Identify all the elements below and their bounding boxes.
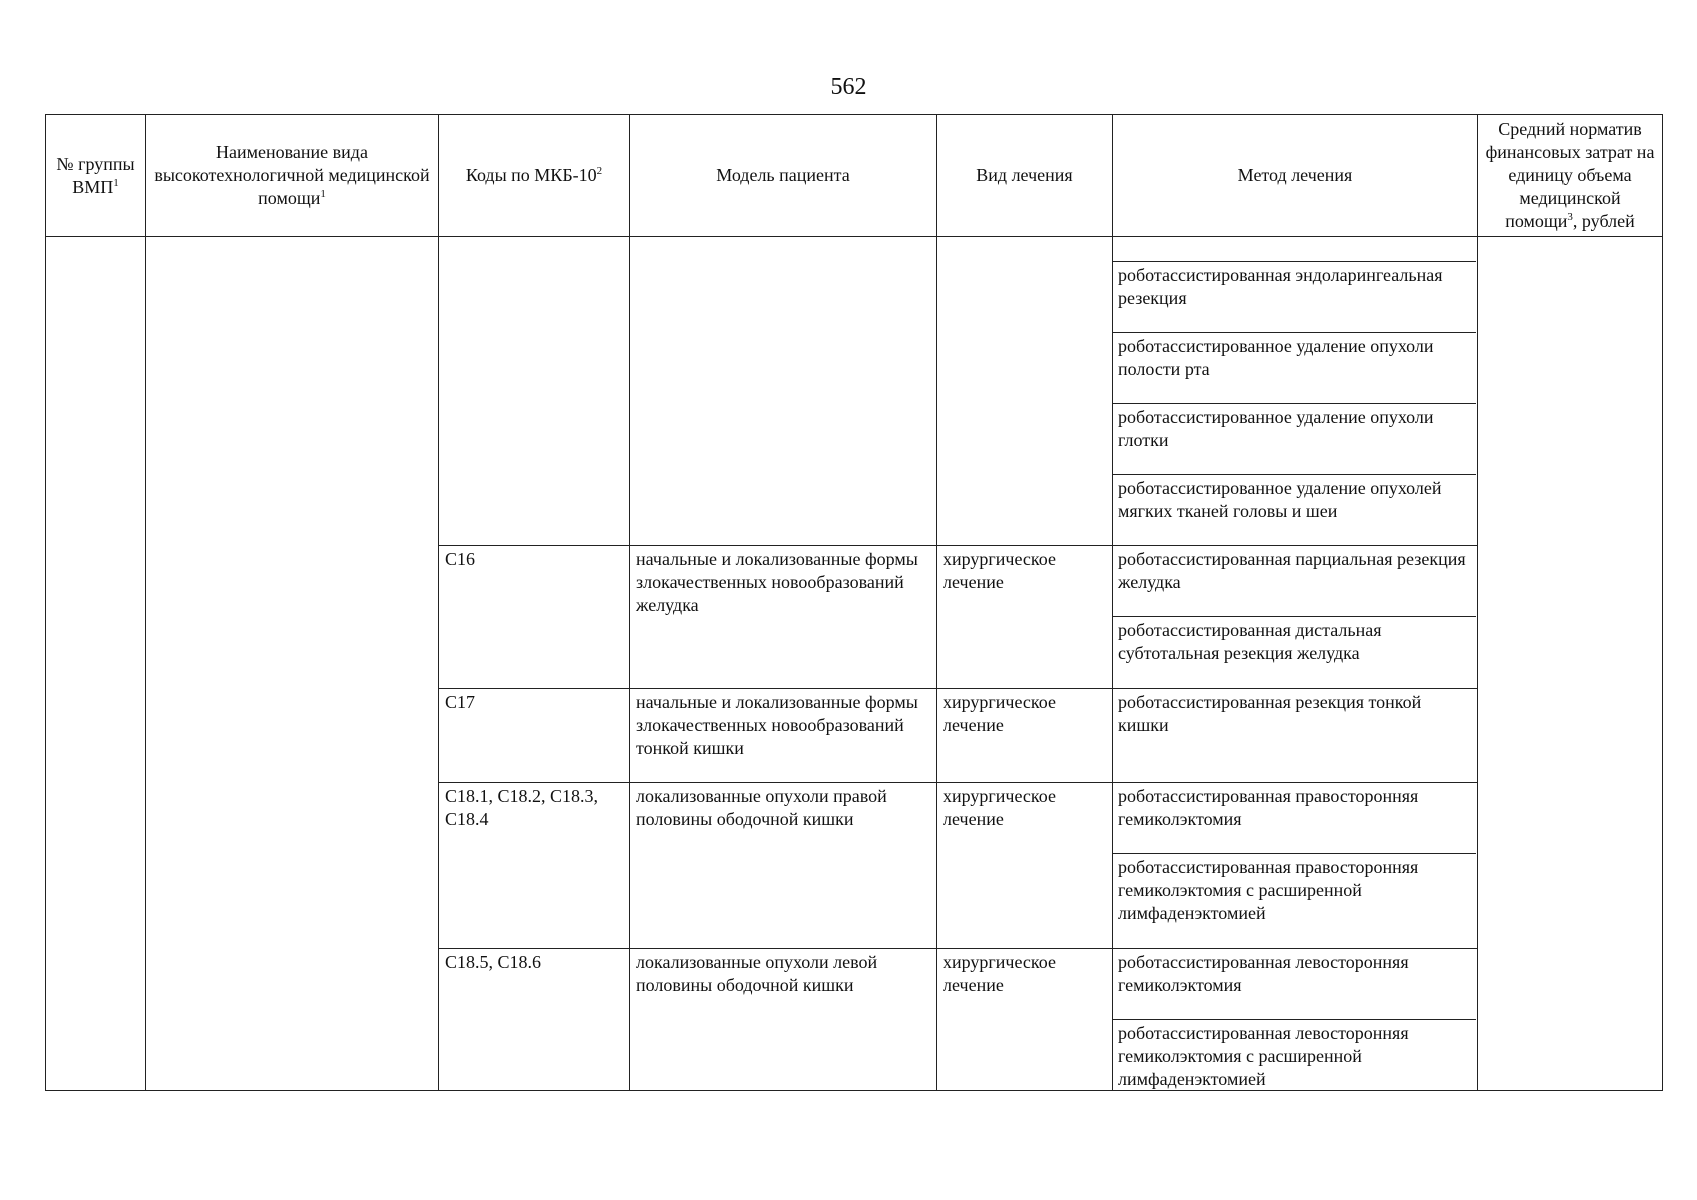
code-cell: C17 (439, 689, 630, 783)
header-method: Метод лечения (1113, 115, 1478, 237)
treatment-cell: хирургическое лечение (937, 949, 1113, 1091)
method-item: роботассистированная правосторонняя гемиколэктомия с расширенной лимфаденэктомией (1118, 857, 1419, 923)
method-item: роботассистированное удаление опухоли полости рта (1113, 333, 1476, 404)
methods-cell (1113, 949, 1478, 1091)
header-codes: Коды по МКБ-$10^2$ (439, 115, 630, 237)
model-cell: локализованные опухоли правой половины ободочной кишки (630, 783, 937, 949)
model-cell: начальные и локализованные формы злокачественных новообразований тонкой кишки (630, 689, 937, 783)
model-cell: локализованные опухоли левой половины ободочной кишки (630, 949, 937, 1091)
page-number: 562 (830, 74, 867, 100)
group-no-cell (46, 237, 146, 1091)
cost-cell (1478, 237, 1663, 1091)
treatment-cell: хирургическое лечение (937, 689, 1113, 783)
header-treatment-type: Вид лечения (937, 115, 1113, 237)
method-item: роботассистированная парциальная резекция желудка (1113, 546, 1476, 617)
header-group-no: № группы ВМП$^1$ (46, 115, 146, 237)
methods-cell (1113, 689, 1478, 783)
code-cell: C18.1, C18.2, C18.3, C18.4 (439, 783, 630, 949)
treatment-cell: хирургическое лечение (937, 783, 1113, 949)
method-item: роботассистированная эндоларингеальная резекция (1113, 262, 1476, 333)
header-model: Модель пациента (630, 115, 937, 237)
treatment-cell: хирургическое лечение (937, 546, 1113, 689)
header-name: Наименование вида высокотехнологичной медицинской помощи$^1$ (146, 115, 439, 237)
method-item: роботассистированная резекция тонкой кишки (1118, 692, 1422, 735)
table-row (46, 237, 1663, 546)
method-item: роботассистированная левосторонняя гемиколэктомия (1113, 949, 1476, 1020)
method-item: роботассистированное удаление опухолей мягких тканей головы и шеи (1118, 478, 1442, 521)
method-item: роботассистированная дистальная субтотальная резекция желудка (1118, 620, 1382, 663)
table-header-row (46, 115, 1663, 237)
methods-cell (1113, 546, 1478, 689)
model-cell: начальные и локализованные формы злокачественных новообразований желудка (630, 546, 937, 689)
method-item: роботассистированное удаление опухоли глотки (1113, 404, 1476, 475)
method-spacer (1113, 237, 1476, 262)
code-cell (439, 237, 630, 546)
code-cell: C16 (439, 546, 630, 689)
method-item: роботассистированная левосторонняя гемиколэктомия с расширенной лимфаденэктомией (1118, 1023, 1409, 1089)
vmp-table (45, 114, 1663, 1091)
name-cell (146, 237, 439, 1091)
model-cell (630, 237, 937, 546)
code-cell: C18.5, C18.6 (439, 949, 630, 1091)
methods-cell (1113, 237, 1478, 546)
treatment-cell (937, 237, 1113, 546)
methods-cell (1113, 783, 1478, 949)
header-cost: Средний норматив финансовых затрат на единицу объема медицинской помощи$^3$, рублей (1478, 115, 1663, 237)
method-item: роботассистированная правосторонняя гемиколэктомия (1113, 783, 1476, 854)
